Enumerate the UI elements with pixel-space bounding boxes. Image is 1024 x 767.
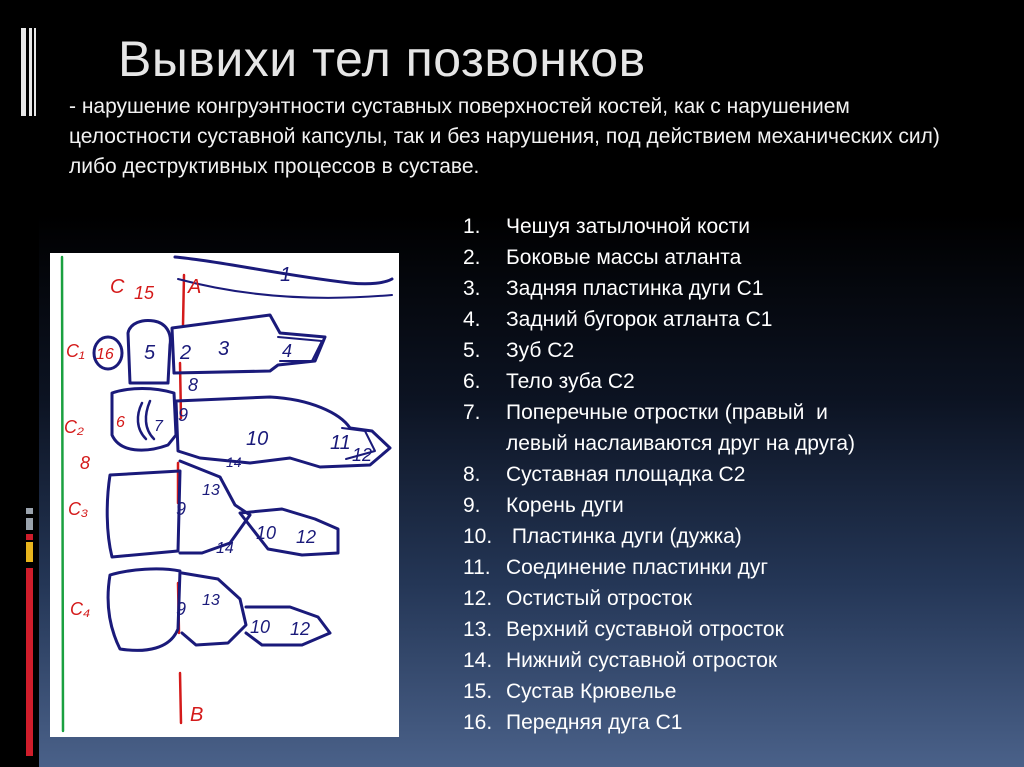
legend-number: 14. — [463, 649, 493, 672]
left-decorative-bar — [0, 0, 39, 767]
label-8: 8 — [188, 375, 199, 395]
c3-lamina — [240, 509, 338, 555]
legend-text: Суставная площадка С2 — [506, 463, 746, 486]
c4-articular-process — [182, 573, 246, 645]
c3-articular-process — [180, 461, 250, 553]
legend-number — [463, 428, 506, 459]
legend-text: Зуб С2 — [506, 339, 575, 362]
legend-number: 4. — [463, 308, 481, 331]
label-3: 3 — [218, 338, 230, 360]
legend-item — [463, 211, 855, 242]
label-10-c3: 10 — [256, 523, 277, 543]
legend-list — [463, 211, 855, 738]
legend-text: левый наслаиваются друг на друга) — [506, 432, 856, 455]
label-eight-red: 8 — [80, 453, 91, 473]
label-10-c2: 10 — [246, 428, 269, 450]
legend-item-continuation — [463, 428, 855, 459]
legend-number: 8. — [463, 463, 481, 486]
legend-text: Задняя пластинка дуги С1 — [506, 277, 764, 300]
legend-item — [463, 366, 855, 397]
label-c3: C₃ — [68, 499, 89, 519]
legend-item — [463, 676, 855, 707]
legend-number: 3. — [463, 277, 481, 300]
legend-item — [463, 707, 855, 738]
legend-item — [463, 614, 855, 645]
legend-number: 16. — [463, 711, 493, 734]
legend-number: 12. — [463, 587, 493, 610]
definition-text: - нарушение конгруэнтности суставных поверхностей костей, как с нарушением целостности суставной капсулы, так и без нарушения, под действием механических сил) либо деструктивных процессов в суставе. — [69, 95, 940, 178]
label-9-c2: 9 — [178, 405, 189, 425]
legend-number: 9. — [463, 494, 481, 517]
legend-item — [463, 273, 855, 304]
label-2: 2 — [180, 342, 192, 364]
atlas-posterior-arch — [172, 315, 325, 373]
legend-number: 1. — [463, 215, 481, 238]
legend-text: Тело зуба С2 — [506, 370, 635, 393]
accent-stripe-red-long — [26, 568, 33, 756]
label-c2: C₂ — [64, 417, 84, 437]
legend-text: Боковые массы атланта — [506, 246, 742, 269]
label-12-c2: 12 — [352, 445, 373, 465]
label-a: A — [188, 276, 202, 298]
legend-item — [463, 552, 855, 583]
label-11: 11 — [330, 432, 351, 454]
label-13-c3: 13 — [202, 482, 220, 499]
label-7: 7 — [154, 418, 163, 435]
legend-text: Сустав Крювелье — [506, 680, 677, 703]
legend-item — [463, 521, 855, 552]
label-b: B — [190, 704, 204, 726]
legend-item — [463, 583, 855, 614]
accent-stripe-red — [26, 534, 33, 540]
label-5: 5 — [144, 342, 156, 364]
legend-text: Передняя дуга С1 — [506, 711, 683, 734]
title-stripe-1 — [21, 28, 26, 116]
legend-item — [463, 459, 855, 490]
label-c4: C₄ — [70, 599, 91, 619]
legend-number: 13. — [463, 618, 493, 641]
label-12-c4: 12 — [290, 619, 311, 639]
legend-item — [463, 304, 855, 335]
legend-text: Нижний суставной отросток — [506, 649, 778, 672]
slide-title: Вывихи тел позвонков — [118, 31, 646, 87]
legend-number: 7. — [463, 401, 481, 424]
label-9-c3: 9 — [176, 499, 187, 519]
legend-text: Корень дуги — [506, 494, 624, 517]
legend-text: Остистый отросток — [506, 587, 692, 610]
legend-number: 11. — [463, 556, 491, 579]
legend-item — [463, 645, 855, 676]
label-10-c4: 10 — [250, 617, 271, 637]
label-14-c3: 14 — [216, 540, 234, 557]
label-12-c3: 12 — [296, 527, 317, 547]
legend-number: 6. — [463, 370, 481, 393]
c3-body-outline — [107, 471, 180, 557]
label-4: 4 — [282, 341, 293, 361]
accent-stripe-grey-2 — [26, 518, 33, 530]
legend-number: 2. — [463, 246, 481, 269]
vertebrae-drawing — [50, 253, 399, 737]
legend-item — [463, 490, 855, 521]
legend-text: Поперечные отростки (правый и — [506, 401, 828, 424]
label-6: 6 — [116, 414, 125, 431]
label-c1: C₁ — [66, 341, 85, 361]
c4-body-outline — [108, 569, 180, 650]
legend-text: Чешуя затылочной кости — [506, 215, 750, 238]
green-reference-line — [62, 257, 63, 731]
label-16: 16 — [96, 346, 114, 363]
legend-text: Пластинка дуги (дужка) — [506, 525, 742, 548]
legend-number: 5. — [463, 339, 481, 362]
c2-odontoid-inner — [138, 401, 154, 439]
legend-item — [463, 335, 855, 366]
accent-stripe-grey-1 — [26, 508, 33, 514]
label-1: 1 — [280, 264, 292, 286]
vertebrae-diagram — [50, 253, 399, 737]
title-stripe-3 — [34, 28, 36, 116]
legend-text: Задний бугорок атланта С1 — [506, 308, 773, 331]
label-15: 15 — [134, 283, 155, 303]
legend-number: 10. — [463, 525, 493, 548]
title-stripe-2 — [29, 28, 32, 116]
label-13-c4: 13 — [202, 592, 220, 609]
legend-text: Соединение пластинки дуг — [506, 556, 769, 579]
label-14-c2: 14 — [226, 454, 242, 470]
label-c: C — [110, 276, 125, 298]
label-9-c4: 9 — [176, 599, 187, 619]
accent-stripe-yellow — [26, 542, 33, 562]
legend-item — [463, 397, 855, 428]
legend-number: 15. — [463, 680, 493, 703]
legend-item — [463, 242, 855, 273]
legend-text: Верхний суставной отросток — [506, 618, 784, 641]
